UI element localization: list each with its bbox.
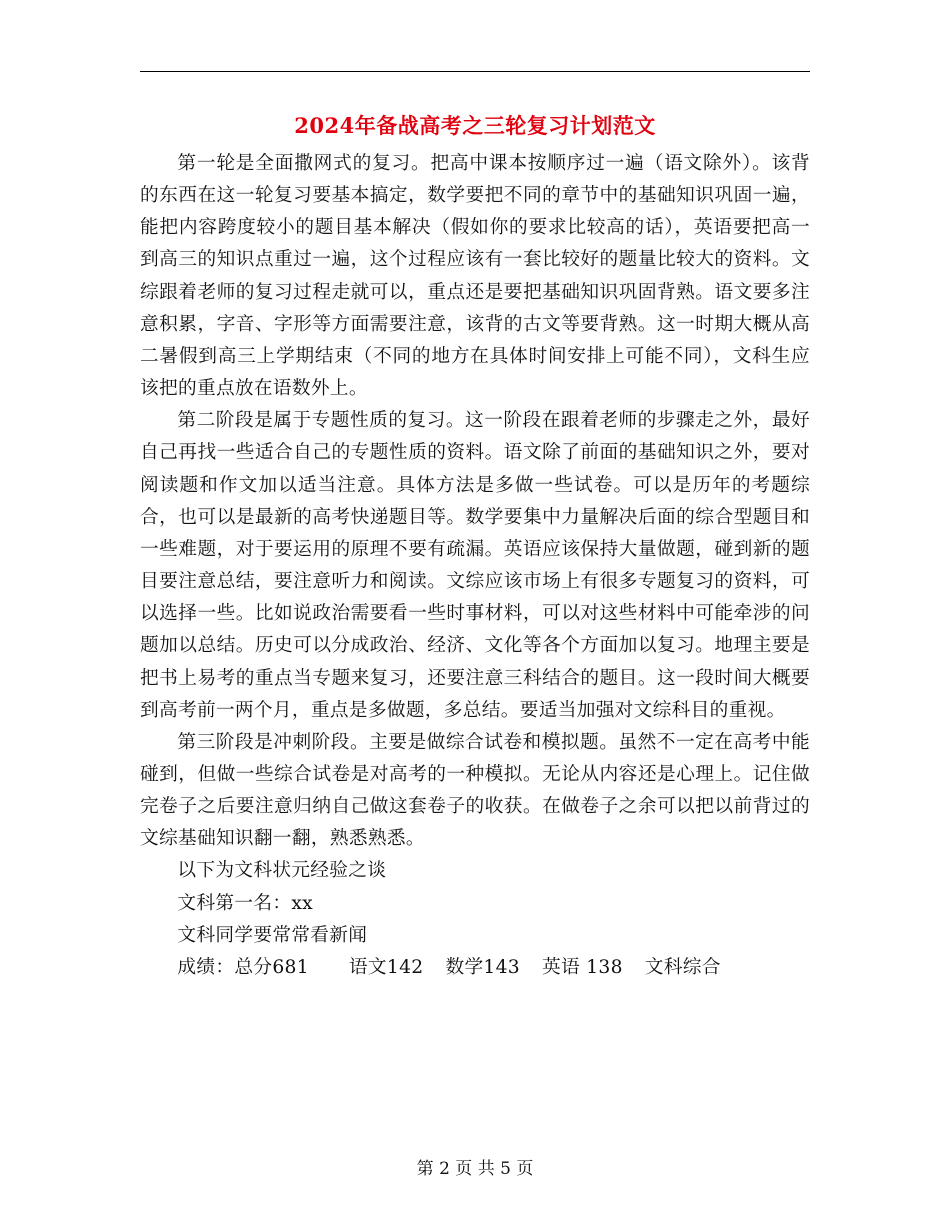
paragraph-first-round: 第一轮是全面撒网式的复习。把高中课本按顺序过一遍（语文除外）。该背的东西在这一轮复习要基本搞定，数学要把不同的章节中的基础知识巩固一遍，能把内容跨度较小的题目基本解决（假如你的要求比较高的话），英语要把高一到高三的知识点重过一遍，这个过程应该有一套比较好的题量比较大的资料。文综跟着老师的复习过程走就可以，重点还是要把基础知识巩固背熟。语文要多注意积累，字音、字形等方面需要注意，该背的古文等要背熟。这一时期大概从高二暑假到高三上学期结束（不同的地方在具体时间安排上可能不同），文科生应该把的重点放在语数外上。: [140, 153, 810, 400]
score-total: 成绩：总分681: [177, 956, 309, 978]
intro-line: 以下为文科状元经验之谈: [177, 860, 387, 882]
score-math: 数学143: [445, 956, 520, 978]
score-line: [140, 952, 810, 984]
paragraph-third-stage: 第三阶段是冲刺阶段。主要是做综合试卷和模拟题。虽然不一定在高考中能碰到，但做一些综合试卷是对高考的一种模拟。无论从内容还是心理上。记住做完卷子之后要注意归纳自己做这套卷子的收获。在做卷子之余可以把以前背过的文综基础知识翻一翻，熟悉熟悉。: [140, 731, 810, 850]
page-number: 第 2 页 共 5 页: [416, 1159, 534, 1179]
rank-line: 文科第一名：xx: [177, 892, 313, 914]
document-title: 2024年备战高考之三轮复习计划范文: [294, 113, 656, 138]
score-chinese: 语文142: [348, 956, 424, 978]
document-body: [140, 148, 810, 984]
score-english: 英语 138: [542, 956, 623, 978]
paragraph-second-stage: 第二阶段是属于专题性质的复习。这一阶段在跟着老师的步骤走之外，最好自己再找一些适合自己的专题性质的资料。语文除了前面的基础知识之外，要对阅读题和作文加以适当注意。具体方法是多做一些试卷。可以是历年的考题综合，也可以是最新的高考快递题目等。数学要集中力量解决后面的综合型题目和一些难题，对于要运用的原理不要有疏漏。英语应该保持大量做题，碰到新的题目要注意总结，要注意听力和阅读。文综应该市场上有很多专题复习的资料，可以选择一些。比如说政治需要看一些时事材料，可以对这些材料中可能牵涉的问题加以总结。历史可以分成政治、经济、文化等各个方面加以复习。地理主要是把书上易考的重点当专题来复习，还要注意三科结合的题目。这一段时间大概要到高考前一两个月，重点是多做题，多总结。要适当加强对文综科目的重视。: [140, 410, 810, 721]
header-rule: [140, 71, 810, 72]
score-liberal-arts: 文科综合: [644, 956, 721, 978]
advice-line: 文科同学要常常看新闻: [177, 924, 368, 946]
